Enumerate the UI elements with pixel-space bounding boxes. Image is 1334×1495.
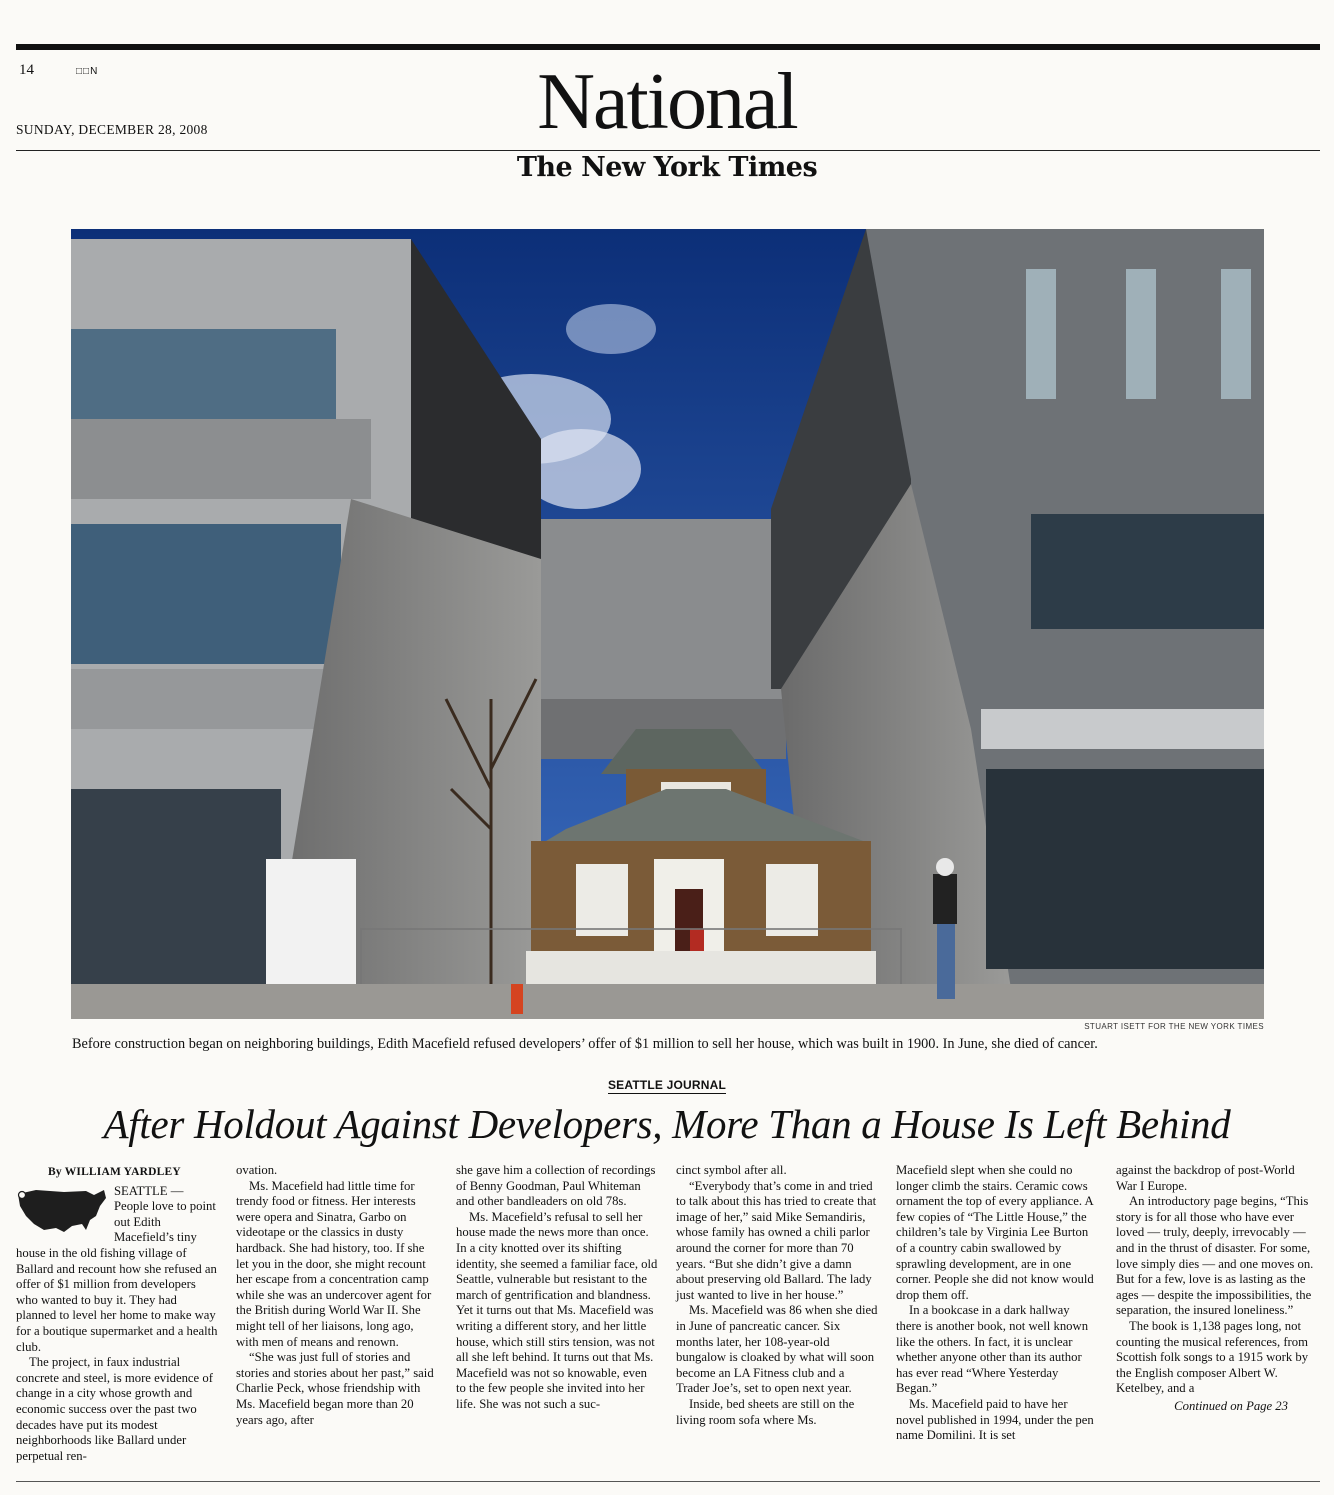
- paragraph: Ms. Macefield was 86 when she died in June of pancreatic cancer. Six months later, her 108-year-old bungalow is cloaked by what will soon become an LA Fitness club and a Trader Joe’s, set to open next year.: [676, 1303, 878, 1396]
- paragraph: Macefield slept when she could no longer climb the stairs. Ceramic cows ornament the top of every appliance. A few copies of “The Little House,” the children’s tale by Virginia Lee Burton of a country cabin swallowed by sprawling development, are in one corner. People she did not know would drop them off.: [896, 1163, 1094, 1302]
- article-column-1: [16, 1163, 218, 1464]
- masthead: The New York Times: [516, 152, 818, 183]
- kicker-label: SEATTLE JOURNAL: [607, 1078, 727, 1092]
- paragraph: “Everybody that’s come in and tried to talk about this has tried to create that image of her,” said Mike Semandiris, whose family has owned a chili parlor around the corner for more than 70 years. “But she didn’t give a damn about preserving old Ballard. The lady just wanted to live in her house.”: [676, 1178, 877, 1302]
- date-line: SUNDAY, DECEMBER 28, 2008: [16, 122, 208, 137]
- paragraph: Ms. Macefield had little time for trendy food or fitness. Her interests were opera and Sinatra, Garbo on videotape or the classics in dusty hardback. She had history, too. If she let you in the door, she might recount her escape from a concentration camp while she was an undercover agent for the British during World War II. She might tell of her liaisons, long ago, with men of means and renown.: [236, 1178, 432, 1349]
- paragraph: against the backdrop of post-World War I Europe.: [1116, 1163, 1295, 1193]
- section-title: National: [537, 58, 797, 146]
- us-map-icon: [16, 1186, 108, 1238]
- paragraph: An introductory page begins, “This story is for all those who have ever loved — truly, deeply, irrevocably — and in the thrust of disaster. For some, love simply dies — and one moves on. But for a few, love is as lasting as the ages — despite the impossibilities, the separation, the insured loneliness.”: [1116, 1194, 1314, 1318]
- article-photo: [71, 229, 1264, 1019]
- continued-link[interactable]: Continued on Page 23: [1174, 1398, 1288, 1413]
- header-rule: [16, 150, 1320, 151]
- bottom-rule: [16, 1481, 1320, 1482]
- photo-caption: Before construction began on neighboring buildings, Edith Macefield refused developers’ offer of $1 million to sell her house, which was built in 1900. In June, she died of cancer.: [72, 1036, 1098, 1052]
- paragraph: The book is 1,138 pages long, not counting the musical references, from Scottish folk songs to a 1915 work by the English composer Albert W. Ketelbey, and a: [1116, 1318, 1309, 1396]
- paragraph: she gave him a collection of recordings of Benny Goodman, Paul Whiteman and other bandleaders on old 78s.: [456, 1163, 656, 1209]
- paragraph: ovation.: [236, 1163, 278, 1177]
- article-column-2: [236, 1163, 438, 1428]
- article-column-3: [456, 1163, 658, 1413]
- kicker: [0, 1074, 1334, 1093]
- paragraph: Ms. Macefield paid to have her novel published in 1994, under the pen name Domilini. It is set: [896, 1396, 1094, 1443]
- paragraph: SEATTLE — People love to point out Edith Macefield’s tiny house in the old fishing village of Ballard and recount how she refused an offer of $1 million from developers who wanted to buy it. They had planned to level her home to make way for a boutique supermarket and a health club.: [16, 1183, 218, 1354]
- section-code: □□N: [76, 66, 99, 77]
- paragraph: “She was just full of stories and stories and stories about her past,” said Charlie Peck, whose friendship with Ms. Macefield began more than 20 years ago, after: [236, 1350, 434, 1427]
- paragraph: cinct symbol after all.: [676, 1163, 787, 1177]
- paragraph: In a bookcase in a dark hallway there is another book, not well known like the others. In fact, it is unclear whether anyone other than its author has ever read “Where Yesterday Began.”: [896, 1303, 1089, 1396]
- paragraph: Inside, bed sheets are still on the living room sofa where Ms.: [676, 1396, 855, 1427]
- article-column-6: [1116, 1163, 1318, 1415]
- paragraph: Ms. Macefield’s refusal to sell her house made the news more than once. In a city knotted over its shifting identity, she seemed a familiar face, old Seattle, vulnerable but resistant to the march of gentrification and blandness. Yet it turns out that Ms. Macefield was writing a different story, and her little house, which still stirs tension, was not all she left behind. It turns out that Ms. Macefield was not so knowable, even to the few people she invited into her life. She was not such a suc-: [456, 1209, 658, 1411]
- byline: By WILLIAM YARDLEY: [48, 1166, 181, 1178]
- house-between-buildings-illustration: [71, 229, 1264, 1019]
- top-rule: [16, 44, 1320, 50]
- article-column-5: [896, 1163, 1098, 1444]
- headline: After Holdout Against Developers, More Than a House Is Left Behind: [103, 1101, 1231, 1147]
- page-number: 14: [19, 62, 34, 78]
- article-column-4: [676, 1163, 878, 1428]
- photo-credit: STUART ISETT FOR THE NEW YORK TIMES: [1084, 1022, 1264, 1031]
- paragraph: The project, in faux industrial concrete and steel, is more evidence of change in a city whose growth and economic success over the past two decades have put its modest neighborhoods like Ballard under perpetual ren-: [16, 1355, 213, 1463]
